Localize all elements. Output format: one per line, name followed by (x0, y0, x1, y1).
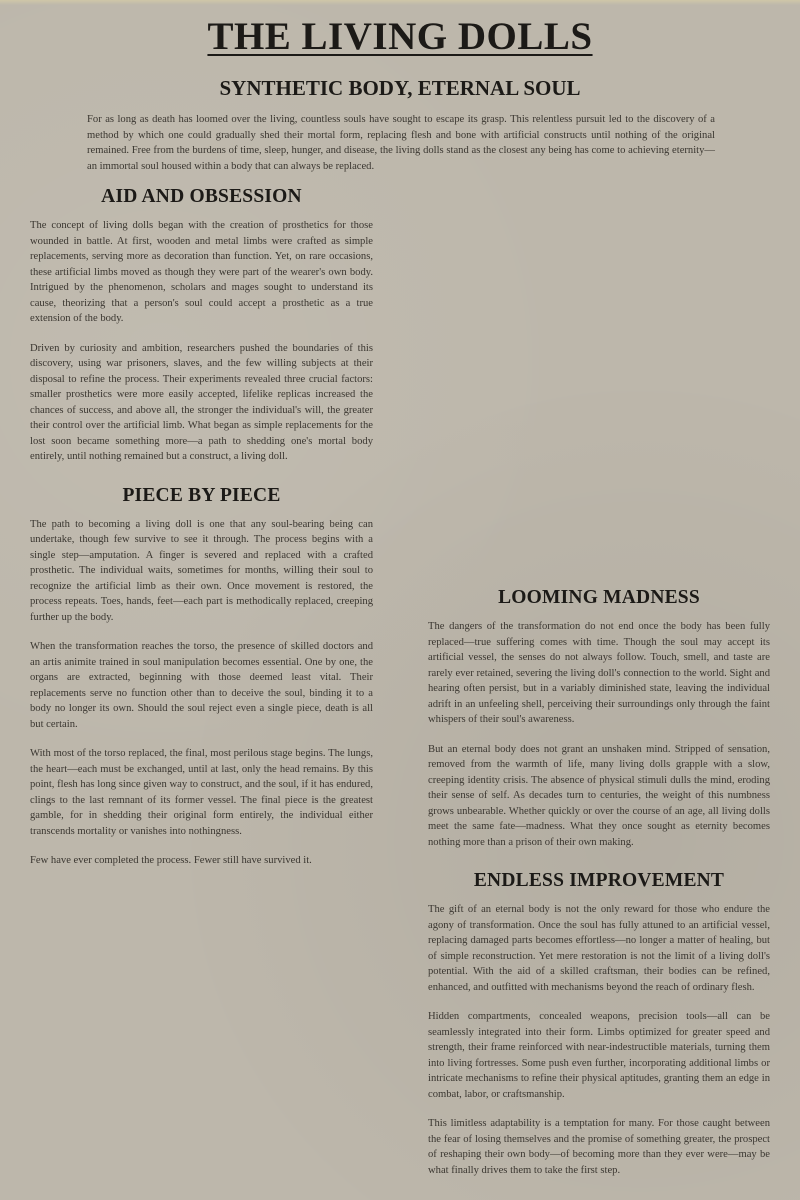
madness-paragraph-2: But an eternal body does not grant an unshaken mind. Stripped of sensation, removed from the warmth of life, many living dolls grapple with a slow, creeping identity crisis. The absence of physical stimuli dulls the mind, eroding their sense of self. As decades turn to centuries, the weight of this numbness grows unbearable. Whether quickly or over the course of an age, all living dolls meet the same fate—madness. What they once sought as eternity becomes nothing more than a prison of their own making. (428, 743, 770, 848)
improvement-paragraph-2: Hidden compartments, concealed weapons, precision tools—all can be seamlessly integrated into their form. Limbs optimized for greater speed and strength, their frame reinforced with near-indestructible materials, turning them into living fortresses. Some push even further, incorporating additional limbs or intricate mechanisms to refine their physical aptitudes, granting them an edge in combat, labor, or craftsmanship. (428, 1011, 770, 1100)
piece-paragraph-1: The path to becoming a living doll is one that any soul-bearing being can undertake, though few survive to see it through. The process begins with a single step—amputation. A finger is severed and replaced with a crafted prosthetic. The individual waits, sometimes for months, willing their soul to recognize the artificial limb as their own. Once movement is restored, the process repeats. Toes, hands, feet—each part is methodically replaced, creeping further up the body. (30, 518, 373, 623)
piece-paragraph-4: Few have ever completed the process. Fewer still have survived it. (30, 855, 312, 866)
section-heading-endless-improvement: ENDLESS IMPROVEMENT (473, 870, 725, 891)
page-title: THE LIVING DOLLS (207, 15, 593, 58)
section-heading-aid-and-obsession: AID AND OBSESSION (101, 186, 302, 207)
aid-paragraph-1: The concept of living dolls began with the creation of prosthetics for those wounded in battle. At first, wooden and metal limbs were crafted as simple replacements, serving more as decoration than function. Yet, on rare occasions, these artificial limbs moved as though they were part of the wearer's own body. Intrigued by the phenomenon, scholars and mages sought to understand its cause, theorizing that a person's soul could accept a prosthetic as a true extension of the body. (30, 220, 373, 324)
piece-paragraph-2: When the transformation reaches the torso, the presence of skilled doctors and an artis animite trained in soul manipulation becomes essential. One by one, the organs are extracted, beginning with those deemed least vital. Their replacements serve no function other than to deceive the soul, binding it to a body no longer its own. Should the soul reject even a single piece, death is all but certain. (30, 641, 373, 730)
page-subtitle: SYNTHETIC BODY, ETERNAL SOUL (219, 76, 581, 100)
intro-paragraph: For as long as death has loomed over the living, countless souls have sought to escape its grasp. This relentless pursuit led to the discovery of a method by which one could gradually shed their mortal form, replacing flesh and bone with artificial constructs until nothing of the original remained. Free from the burdens of time, sleep, hunger, and disease, the living dolls stand as the closest any being has come to achieving eternity—an immortal soul housed within a body that can always be replaced. (87, 114, 715, 172)
aid-paragraph-2: Driven by curiosity and ambition, researchers pushed the boundaries of this discovery, using war prisoners, slaves, and the few willing subjects at their disposal to refine the process. Their experiments revealed three crucial factors: smaller prosthetics were more easily accepted, lifelike replicas increased the chances of success, and above all, the stronger the individual's will, the greater their control over the artificial limb. What began as simple replacements for the lost soon became something more—a path to shedding one's mortal body entirely, until nothing remained but a construct, a living doll. (30, 342, 373, 462)
page-top-edge (0, 0, 800, 5)
section-heading-looming-madness: LOOMING MADNESS (498, 587, 700, 608)
left-column (30, 186, 373, 883)
right-column (428, 587, 770, 1192)
piece-paragraph-3: With most of the torso replaced, the final, most perilous stage begins. The lungs, the heart—each must be exchanged, until at last, only the head remains. By this point, flesh has long since given way to construct, and the soul, if it has endured, clings to the last remnant of its former vessel. The final piece is the greatest gamble, for in shedding their original form entirely, the individual either transcends mortality or vanishes into nothingness. (30, 748, 373, 837)
improvement-paragraph-1: The gift of an eternal body is not the only reward for those who endure the agony of transformation. Once the soul has fully attuned to an artificial vessel, replacing damaged parts becomes effortless—no longer a matter of healing, but of simple reconstruction. Yet mere restoration is not the limit of a living doll's potential. With the aid of a skilled craftsman, their bodies can be refined, enhanced, and outfitted with mechanisms beyond the reach of ordinary flesh. (428, 904, 770, 993)
improvement-paragraph-3: This limitless adaptability is a temptation for many. For those caught between the fear of losing themselves and the promise of something greater, the prospect of reshaping their own body—of becoming more than they ever were—may be what finally drives them to take the first step. (428, 1118, 770, 1176)
section-heading-piece-by-piece: PIECE BY PIECE (122, 484, 281, 506)
madness-paragraph-1: The dangers of the transformation do not end once the body has been fully replaced—true suffering comes with time. Though the soul may accept its artificial vessel, the senses do not always follow. Touch, smell, and taste are rarely ever retained, severing the living doll's connection to the world. Sight and hearing often persist, but in a variably diminished state, leaving the individual adrift in an unfeeling shell, perceiving their surroundings only through the faint whispers of their soul's awareness. (428, 621, 770, 725)
